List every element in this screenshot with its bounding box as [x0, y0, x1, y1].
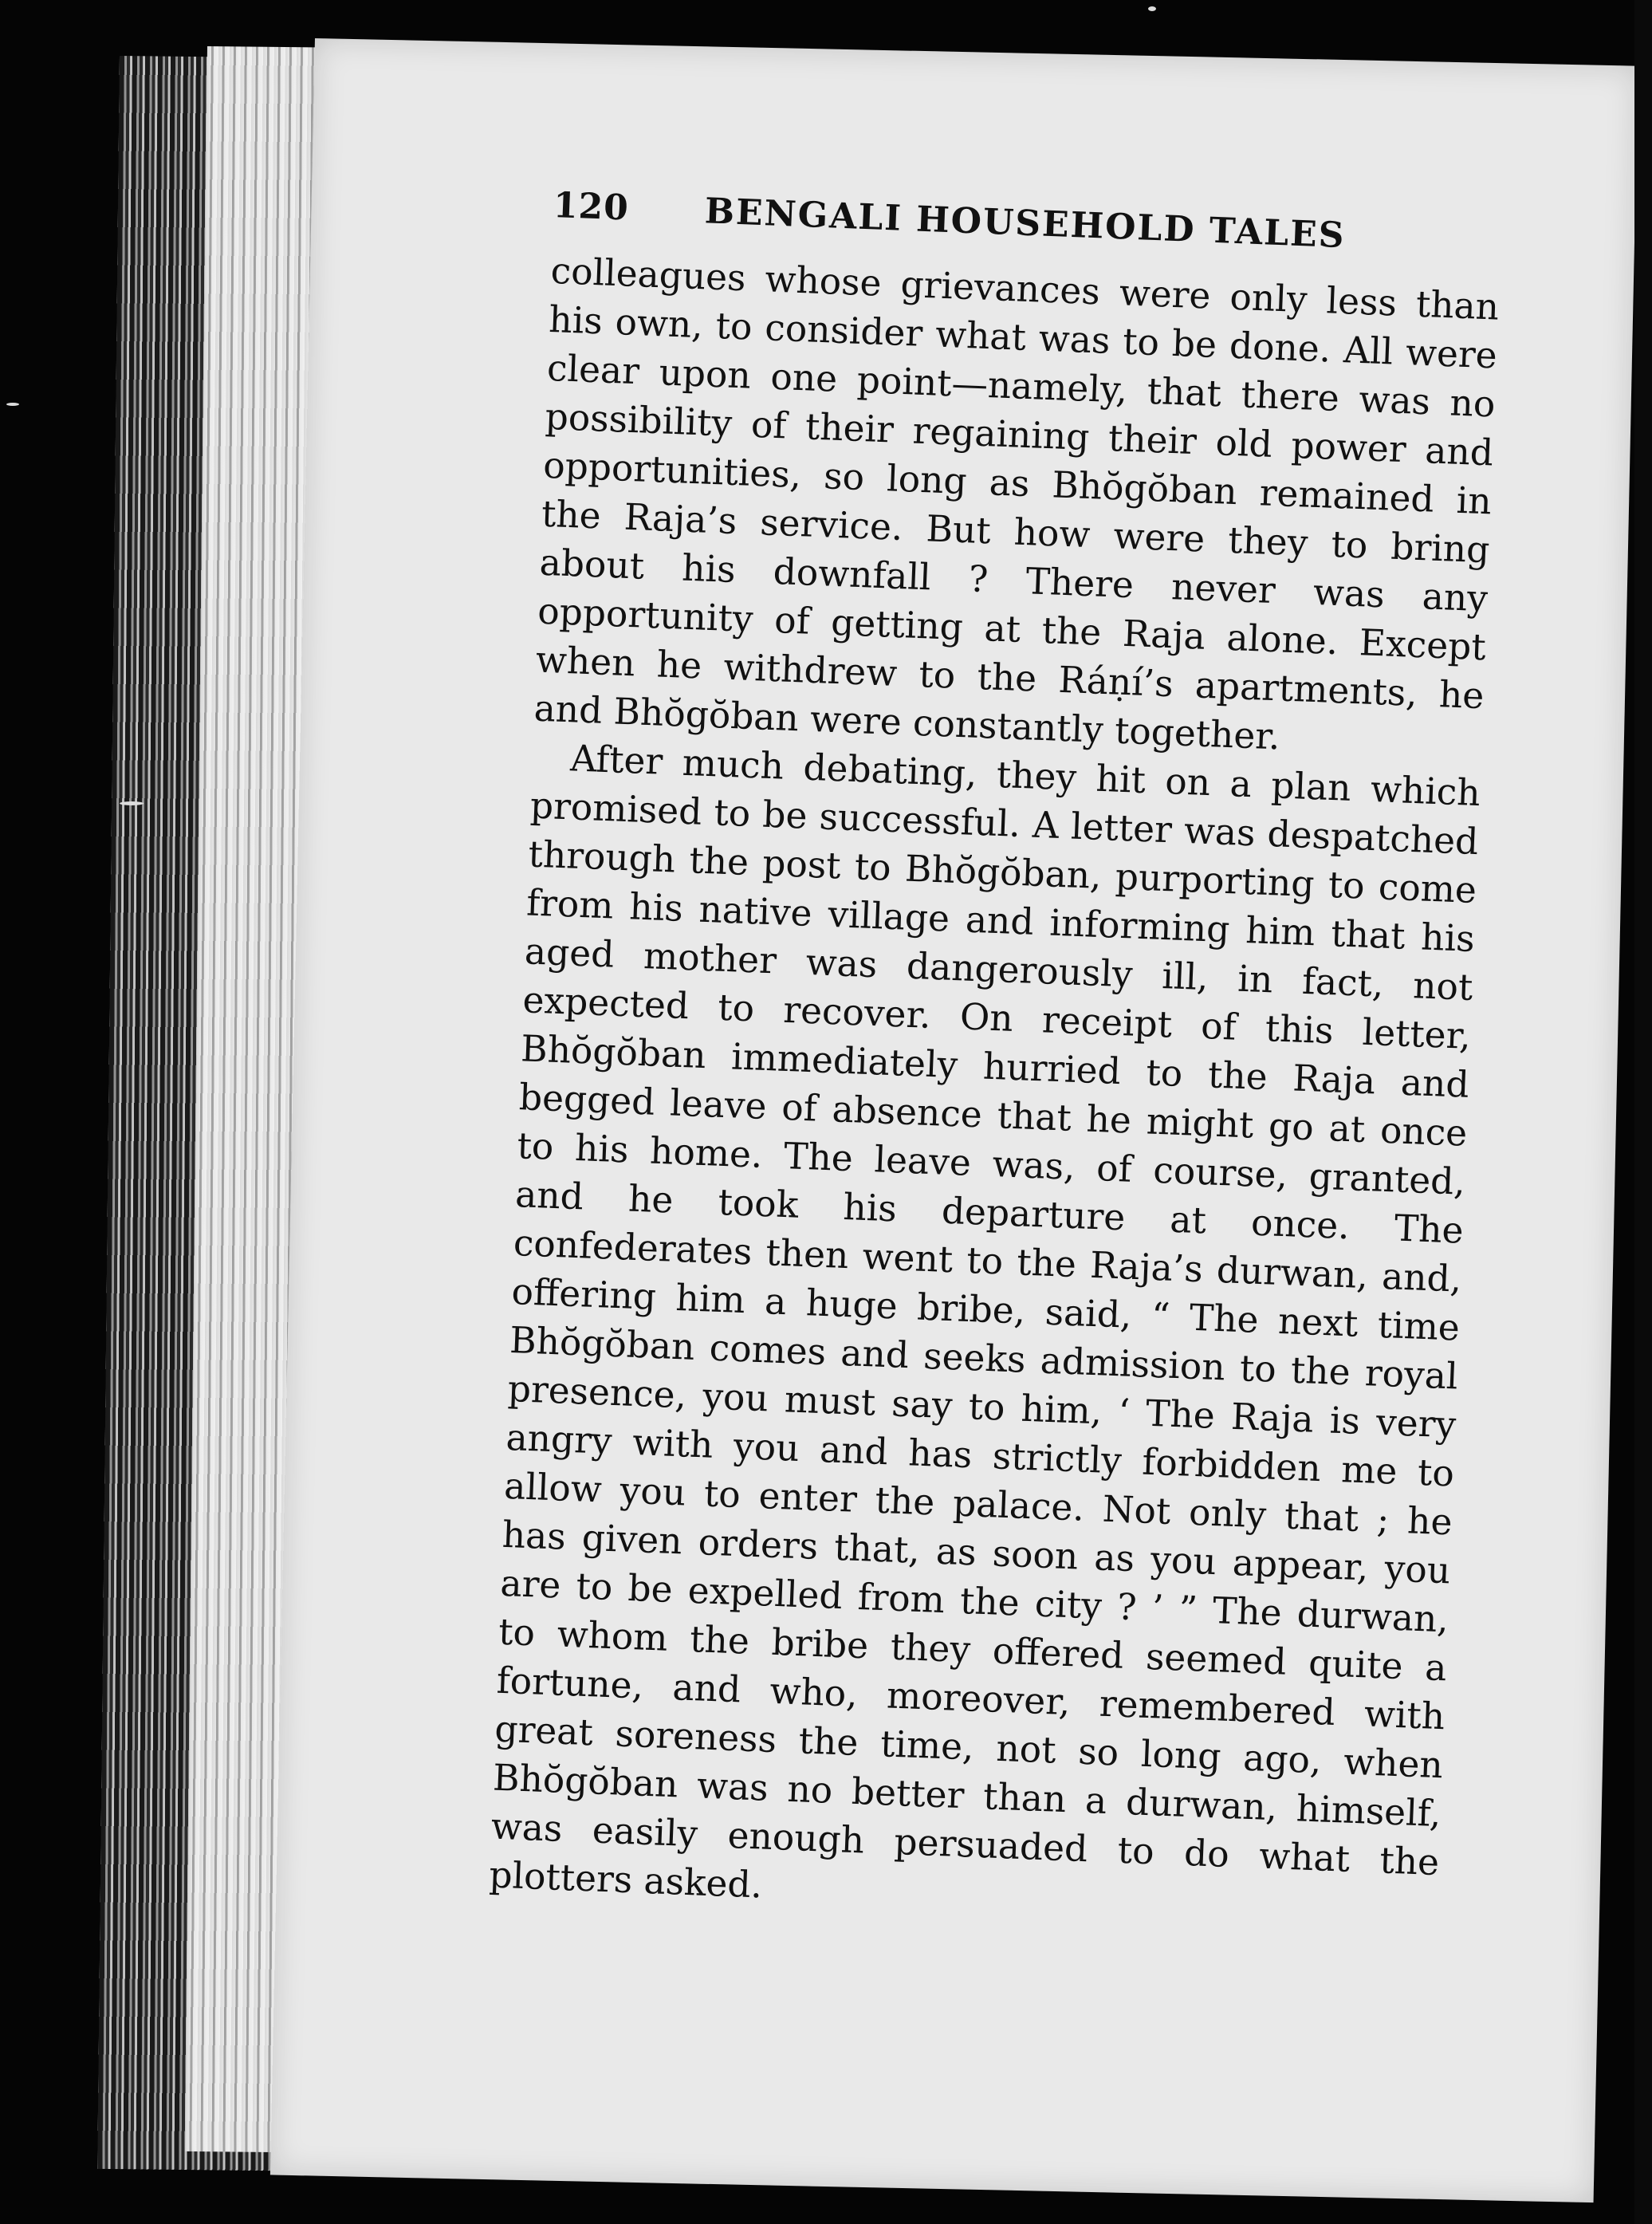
dust-speck [120, 801, 144, 805]
right-binding-edge [1634, 0, 1652, 2224]
page-number: 120 [553, 185, 630, 229]
dust-speck [1148, 6, 1156, 11]
page-content [488, 185, 1502, 1935]
paragraph-1: colleagues whose grievances were only less than his own, to consider what was to be done. All were clear upon one point—namely, that there was no possibility of their regaining their old power and opportunities, so long as Bhŏgŏban remained in the Raja’s service. But how were they to bring about his downfall ? There never was any opportunity of getting at the Raja alone. Except when he withdrew to the Ráṇí’s apartments, he and Bhŏgŏban were constantly together. [533, 249, 1501, 758]
dust-speck [6, 403, 19, 406]
book-title: BENGALI HOUSEHOLD TALES [703, 191, 1347, 257]
paragraph-2: After much debating, they hit on a plan which promised to be successful. A letter was despatched through the post to Bhŏgŏban, purporting to come from his native village and informing him that his aged mother was dangerously ill, in fact, not expected to recover. On receipt of this letter, Bhŏgŏban immediately hurried to the Raja and begged leave of absence that he might go at once to his home. The leave was, of course, granted, and he took his departure at once. The confederates then went to the Raja’s durwan, and, offering him a huge bribe, said, “ The next time Bhŏgŏban comes and seeks admission to the royal presence, you must say to him, ‘ The Raja is very angry with you and has strictly forbidden me to allow you to enter the palace. Not only that ; he has given orders that, as soon as you appear, you are to be expelled from the city ? ’ ” The durwan, to whom the bribe they offered seemed quite a fortune, and who, moreover, remembered with great soreness the time, not so long ago, when Bhŏgŏban was no better than a durwan, himself, was easily enough persuaded to do what the plotters asked. [488, 737, 1481, 1907]
